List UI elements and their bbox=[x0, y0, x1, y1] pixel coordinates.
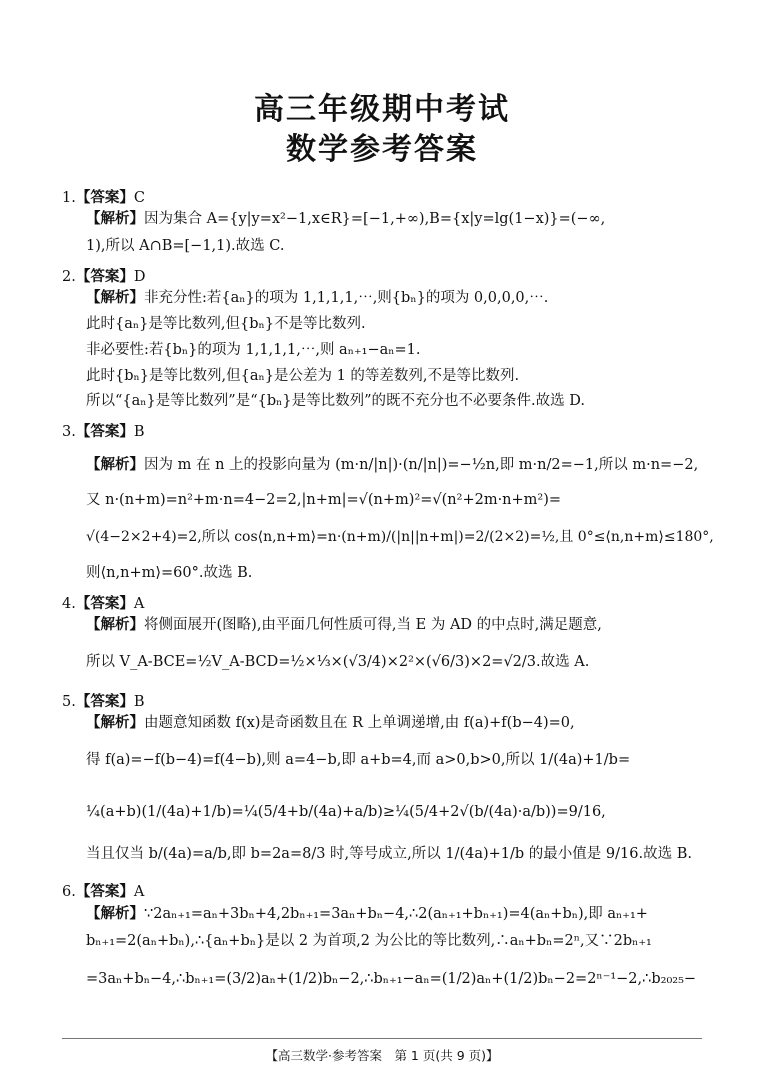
q6-text-2: bₙ₊₁=2(aₙ+bₙ),∴{aₙ+bₙ}是以 2 为首项,2 为公比的等比数列,∴aₙ+bₙ=2ⁿ,又∵2bₙ₊₁ bbox=[86, 933, 652, 949]
q6-text-1: ∵2aₙ₊₁=aₙ+3bₙ+4,2bₙ₊₁=3aₙ+bₙ−4,∴2(aₙ₊₁+bₙ₊₁)=4(aₙ+bₙ),即 aₙ₊₁+ bbox=[144, 906, 648, 922]
q4-text-1: 将侧面展开(图略),由平面几何性质可得,当 E 为 AD 的中点时,满足题意, bbox=[144, 617, 602, 633]
answer-tag: 【答案】 bbox=[75, 423, 134, 440]
q6-text-3: =3aₙ+bₙ−4,∴bₙ₊₁=(3/2)aₙ+(1/2)bₙ−2,∴bₙ₊₁−aₙ=(1/2)aₙ+(1/2)bₙ−2=2ⁿ⁻¹−2,∴b₂₀₂₅− bbox=[86, 971, 697, 987]
answer-tag: 【答案】 bbox=[75, 883, 134, 900]
q2-text-5: 所以“{aₙ}是等比数列”是“{bₙ}是等比数列”的既不充分也不必要条件.故选 D. bbox=[86, 393, 585, 409]
q2-answer-line bbox=[62, 265, 145, 286]
q4-answer: A bbox=[133, 596, 145, 612]
q5-text-2: 得 f(a)=−f(b−4)=f(4−b),则 a=4−b,即 a+b=4,而 a>0,b>0,所以 1/(4a)+1/b= bbox=[86, 752, 631, 768]
q2-text-4: 此时{bₙ}是等比数列,但{aₙ}是公差为 1 的等差数列,不是等比数列. bbox=[86, 368, 520, 384]
q3-answer-line bbox=[62, 420, 145, 441]
page-footer: 【高三数学·参考答案 第 1 页(共 9 页)】 bbox=[265, 1048, 499, 1063]
q5-text-3: ¼(a+b)(1/(4a)+1/b)=¼(5/4+b/(4a)+a/b)≥¼(5/4+2√(b/(4a)·a/b))=9/16, bbox=[86, 804, 606, 820]
q4-analysis-line-1 bbox=[86, 618, 602, 633]
q1-analysis-line-1 bbox=[86, 212, 605, 227]
q5-analysis-line-1 bbox=[86, 716, 575, 731]
q4-number: 4. bbox=[62, 596, 76, 612]
analysis-tag: 【解析】 bbox=[86, 210, 144, 227]
q4-answer-line bbox=[62, 592, 144, 613]
q3-answer: B bbox=[133, 424, 145, 440]
analysis-tag: 【解析】 bbox=[86, 289, 144, 306]
answer-tag: 【答案】 bbox=[75, 595, 134, 612]
q2-text-3: 非必要性:若{bₙ}的项为 1,1,1,1,⋯,则 aₙ₊₁−aₙ=1. bbox=[86, 342, 421, 358]
analysis-tag: 【解析】 bbox=[86, 456, 144, 473]
q3-text-1: 因为 m 在 n 上的投影向量为 (m·n/|n|)·(n/|n|)=−½n,即 m·n/2=−1,所以 m·n=−2, bbox=[144, 457, 699, 473]
q3-text-4: 则⟨n,n+m⟩=60°.故选 B. bbox=[86, 565, 253, 581]
title-line-2: 数学参考答案 bbox=[286, 132, 478, 167]
answer-tag: 【答案】 bbox=[75, 268, 134, 285]
q1-answer: C bbox=[133, 190, 145, 206]
analysis-tag: 【解析】 bbox=[86, 714, 144, 731]
q5-text-1: 由题意知函数 f(x)是奇函数且在 R 上单调递增,由 f(a)+f(b−4)=0, bbox=[144, 715, 575, 731]
q5-answer-line bbox=[62, 690, 145, 711]
q2-number: 2. bbox=[62, 269, 76, 285]
answer-tag: 【答案】 bbox=[75, 693, 134, 710]
footer-rule bbox=[62, 1038, 702, 1039]
title-line-1: 高三年级期中考试 bbox=[254, 92, 510, 127]
analysis-tag: 【解析】 bbox=[86, 905, 144, 922]
q5-answer: B bbox=[133, 694, 145, 710]
q5-number: 5. bbox=[62, 694, 76, 710]
q3-text-2: 又 n·(n+m)=n²+m·n=4−2=2,|n+m|=√(n+m)²=√(n²+2m·n+m²)= bbox=[86, 492, 562, 508]
analysis-tag: 【解析】 bbox=[86, 616, 144, 633]
q6-number: 6. bbox=[62, 884, 76, 900]
q4-text-2: 所以 V_A-BCE=½V_A-BCD=½×⅓×(√3/4)×2²×(√6/3)×2=√2/3.故选 A. bbox=[86, 654, 590, 670]
q6-answer: A bbox=[133, 884, 145, 900]
q6-answer-line bbox=[62, 880, 144, 901]
q3-number: 3. bbox=[62, 424, 76, 440]
q1-text-2: 1),所以 A∩B=[−1,1).故选 C. bbox=[86, 238, 285, 254]
q2-answer: D bbox=[133, 269, 146, 285]
q3-text-3: √(4−2×2+4)=2,所以 cos⟨n,n+m⟩=n·(n+m)/(|n||n+m|)=2/(2×2)=½,且 0°≤⟨n,n+m⟩≤180°, bbox=[86, 529, 714, 545]
q2-text-2: 此时{aₙ}是等比数列,但{bₙ}不是等比数列. bbox=[86, 316, 366, 332]
q1-text-1: 因为集合 A={y|y=x²−1,x∈R}=[−1,+∞),B={x|y=lg(1−x)}=(−∞, bbox=[144, 211, 606, 227]
q1-answer-line bbox=[62, 186, 145, 207]
q3-analysis-line-1 bbox=[86, 458, 698, 473]
q6-analysis-line-1 bbox=[86, 907, 648, 922]
q5-text-4: 当且仅当 b/(4a)=a/b,即 b=2a=8/3 时,等号成立,所以 1/(4a)+1/b 的最小值是 9/16.故选 B. bbox=[86, 846, 692, 862]
answer-tag: 【答案】 bbox=[75, 189, 134, 206]
q1-number: 1. bbox=[62, 190, 76, 206]
q2-text-1: 非充分性:若{aₙ}的项为 1,1,1,1,⋯,则{bₙ}的项为 0,0,0,0,⋯. bbox=[144, 290, 549, 306]
q2-analysis-line-1 bbox=[86, 291, 548, 306]
